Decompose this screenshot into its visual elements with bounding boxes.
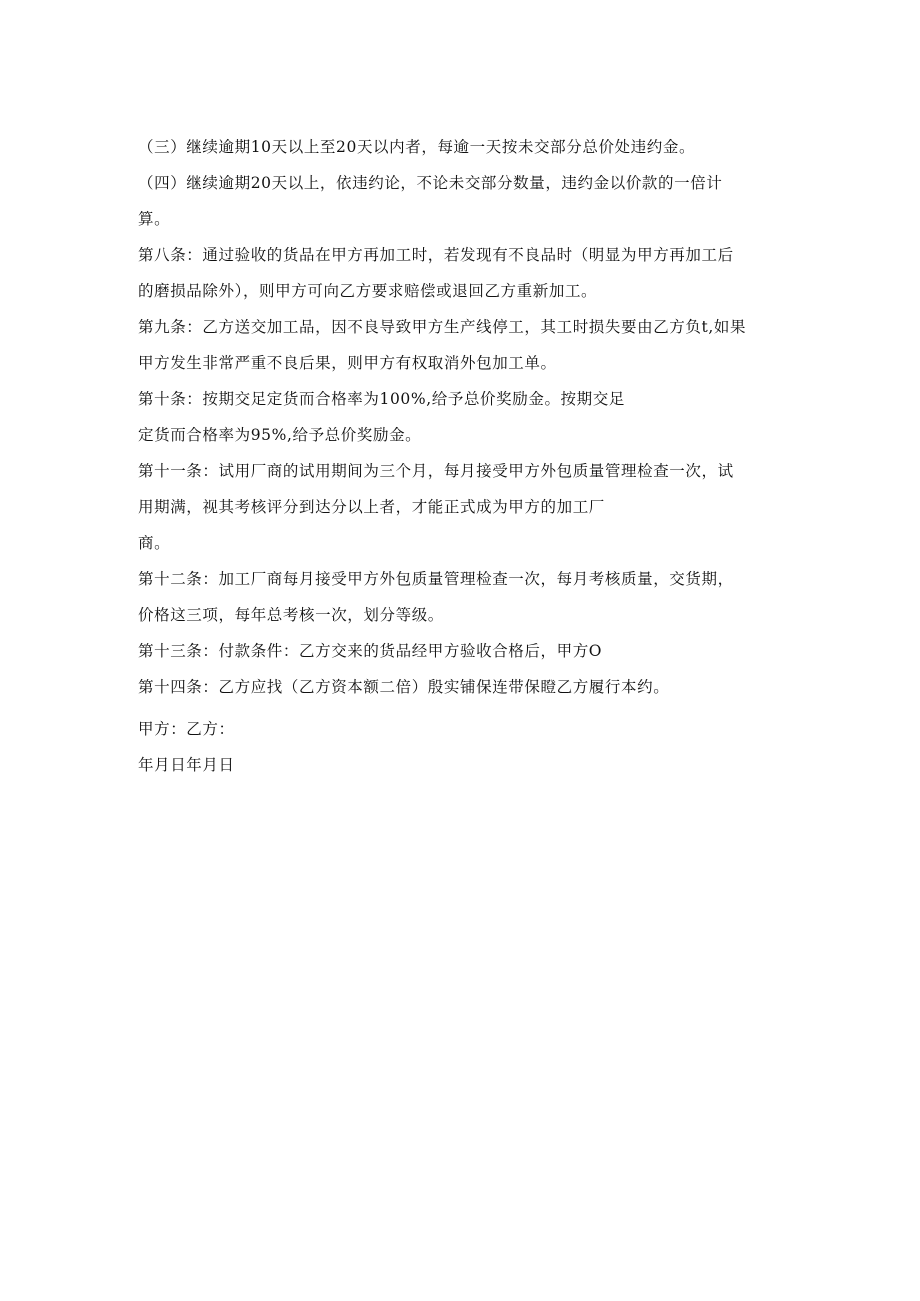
- article-9-line-cont: 甲方发生非常严重不良后果，则甲方有权取消外包加工单。: [138, 354, 557, 372]
- signature-dates: 年月日年月日: [138, 756, 235, 774]
- signature-parties: 甲方：乙方：: [138, 720, 235, 738]
- clause-3-line: （三）继续逾期10天以上至20天以内者，每逾一天按未交部分总价处违约金。: [138, 138, 696, 156]
- article-9-line: 第九条：乙方送交加工品，因不良导致甲方生产线停工，其工时损失要由乙方负t,如果: [138, 318, 747, 336]
- article-8-line-cont: 的磨损品除外），则甲方可向乙方要求赔偿或退回乙方重新加工。: [138, 282, 598, 300]
- document-body: [138, 136, 788, 790]
- article-11-line: 第十一条：试用厂商的试用期间为三个月，每月接受甲方外包质量管理检查一次，试: [138, 462, 734, 480]
- clause-4-line-cont: 算。: [138, 210, 171, 228]
- article-10-line-cont: 定货而合格率为95%,给予总价奖励金。: [138, 426, 422, 444]
- article-14-line: 第十四条：乙方应找（乙方资本额二倍）殷实铺保连带保瞪乙方履行本约。: [138, 678, 670, 696]
- article-11-line-end: 商。: [138, 534, 171, 552]
- article-8-line: 第八条：通过验收的货品在甲方再加工时，若发现有不良品时（明显为甲方再加工后: [138, 246, 734, 264]
- article-13-line: 第十三条：付款条件：乙方交来的货品经甲方验收合格后，甲方O: [138, 642, 603, 660]
- article-12-line-cont: 价格这三项，每年总考核一次，划分等级。: [138, 606, 444, 624]
- article-11-line-cont: 用期满，视其考核评分到达分以上者，才能正式成为甲方的加工厂: [138, 498, 605, 516]
- article-12-line: 第十二条：加工厂商每月接受甲方外包质量管理检查一次，每月考核质量，交货期，: [138, 570, 734, 588]
- article-10-line: 第十条：按期交足定货而合格率为100%,给予总价奖励金。按期交足: [138, 390, 625, 408]
- clause-4-line: （四）继续逾期20天以上，依违约论，不论未交部分数量，违约金以价款的一倍计: [138, 174, 723, 192]
